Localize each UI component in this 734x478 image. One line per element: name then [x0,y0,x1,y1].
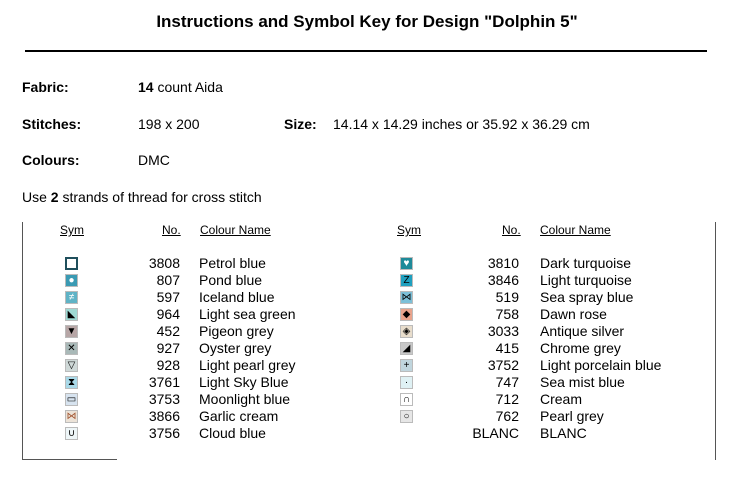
dmc-number: 762 [495,408,519,424]
fabric-label: Fabric: [22,79,69,95]
size-label: Size: [284,116,317,132]
sym-header-right: Sym [397,223,421,237]
plus-icon: + [400,359,413,372]
dmc-number: 964 [156,306,180,322]
dmc-number: 928 [156,357,180,373]
stitches-label: Stitches: [22,116,82,132]
colour-name: Dawn rose [540,306,607,322]
colour-name: Petrol blue [199,255,266,271]
usage-text: Use 2 strands of thread for cross stitch [22,189,262,205]
colour-name: Cream [540,391,583,407]
colour-name: Cloud blue [199,425,266,441]
bowtie-icon: ⋈ [66,411,77,422]
dmc-number: 3033 [487,323,519,339]
hollow-square-icon [65,257,78,270]
colour-name: Garlic cream [199,408,279,424]
dmc-number: 415 [495,340,519,356]
dmc-number: 519 [495,289,519,305]
dmc-number: 3808 [148,255,180,271]
colour-name: Pond blue [199,272,263,288]
dmc-number: 3810 [487,255,519,271]
colour-name: Dark turquoise [540,255,632,271]
dmc-number: 927 [156,340,180,356]
colour-name: Light pearl grey [199,357,296,373]
colour-name-header-left: Colour Name [200,223,271,237]
fabric-text: count Aida [153,79,223,95]
dotted-diamond-icon: ◈ [400,325,413,338]
colour-name: Light turquoise [540,272,632,288]
dmc-number: 758 [495,306,519,322]
cup-icon: ∪ [65,427,78,440]
colour-name: Oyster grey [199,340,272,356]
colour-name: Pearl grey [540,408,604,424]
circle-icon: ● [65,274,78,287]
colour-name: Moonlight blue [199,391,291,407]
dmc-number: 747 [495,374,519,390]
page-title: Instructions and Symbol Key for Design "Dolphin 5" [156,12,578,31]
colour-name-header-right: Colour Name [540,223,611,237]
colours-value: DMC [138,152,170,168]
no-header-right: No. [502,223,521,237]
arch-icon: ∩ [400,393,413,406]
colour-name: Chrome grey [540,340,621,356]
colour-name: Iceland blue [199,289,275,305]
down-triangle-icon: ▼ [66,326,77,337]
dmc-number: 3752 [487,357,519,373]
colours-label: Colours: [22,152,80,168]
dot-icon: · [400,376,413,389]
blank-icon [400,427,413,440]
z-icon: Z [400,274,413,287]
shield-icon: ♥ [400,257,413,270]
diamond-icon: ◆ [400,308,413,321]
no-header-left: No. [162,223,181,237]
dmc-number: BLANC [472,425,519,441]
hourglass-icon: ⧗ [65,376,78,389]
dmc-number: 712 [495,391,519,407]
hollow-down-triangle-icon: ▽ [65,359,78,372]
dmc-number: 807 [156,272,180,288]
dmc-number: 3753 [148,391,180,407]
fabric-row [22,79,69,95]
title-rule [25,50,707,52]
dmc-number: 452 [156,323,180,339]
dmc-number: 3866 [148,408,180,424]
colour-name: Sea spray blue [540,289,634,305]
stitches-value: 198 x 200 [138,116,200,132]
colour-name: BLANC [540,425,587,441]
dmc-number: 3846 [487,272,519,288]
not-equal-icon: ≠ [65,291,78,304]
colour-name: Light sea green [199,306,296,322]
sym-header-left: Sym [60,223,84,237]
corner-triangle-icon: ◢ [400,342,413,355]
colour-name: Pigeon grey [199,323,274,339]
rectangle-icon: ▭ [66,394,77,405]
colour-name: Light Sky Blue [199,374,289,390]
size-value: 14.14 x 14.29 inches or 35.92 x 36.29 cm [333,116,590,132]
colour-name: Sea mist blue [540,374,625,390]
bowtie-icon: ⋈ [401,292,412,303]
ring-icon: ○ [400,410,413,423]
fabric-count: 14 [138,79,154,95]
colour-name: Light porcelain blue [540,357,662,373]
colour-name: Antique silver [540,323,625,339]
cross-icon: ✕ [65,342,78,355]
right-triangle-icon: ◣ [65,308,78,321]
key-bottom-line [22,459,117,460]
dmc-number: 3761 [148,374,180,390]
fabric-value [138,79,223,95]
dmc-number: 597 [156,289,180,305]
strand-count: 2 [50,189,59,205]
dmc-number: 3756 [148,425,180,441]
